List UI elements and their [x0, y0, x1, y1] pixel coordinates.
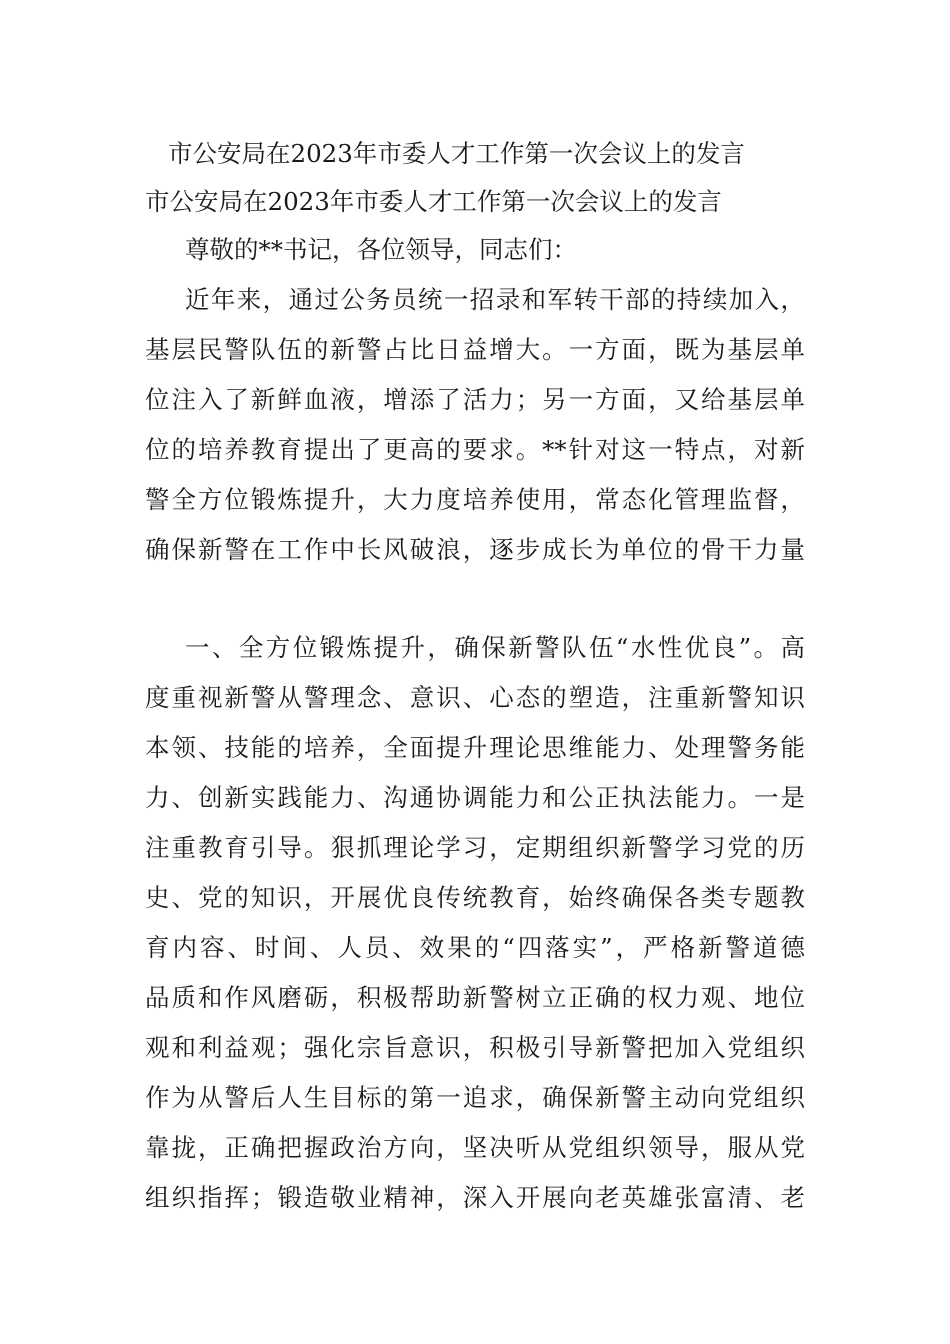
section1-line: 育内容、时间、人员、效果的“四落实”，严格新警道德: [145, 933, 805, 962]
section1-line: 组织指挥；锻造敬业精神，深入开展向老英雄张富清、老: [145, 1183, 805, 1212]
section1-line: 力、创新实践能力、沟通协调能力和公正执法能力。一是: [145, 783, 805, 812]
intro-line: 确保新警在工作中长风破浪，逐步成长为单位的骨干力量: [145, 535, 805, 564]
intro-line: 近年来，通过公务员统一招录和军转干部的持续加入，: [185, 285, 805, 314]
section1-line: 史、党的知识，开展优良传统教育，始终确保各类专题教: [145, 883, 805, 912]
intro-line: 警全方位锻炼提升，大力度培养使用，常态化管理监督，: [145, 485, 805, 514]
section1-line: 度重视新警从警理念、意识、心态的塑造，注重新警知识: [145, 683, 805, 712]
section1-line: 靠拢，正确把握政治方向，坚决听从党组织领导，服从党: [145, 1133, 805, 1162]
document-title-repeat-1: 市公安局在2023年市委人才工作第一次会议上的发言: [168, 139, 745, 168]
section1-line: 观和利益观；强化宗旨意识，积极引导新警把加入党组织: [145, 1033, 805, 1062]
intro-line: 位的培养教育提出了更高的要求。**针对这一特点，对新: [145, 435, 805, 464]
section1-line: 本领、技能的培养，全面提升理论思维能力、处理警务能: [145, 733, 805, 762]
intro-line: 位注入了新鲜血液，增添了活力；另一方面，又给基层单: [145, 385, 805, 414]
salutation: 尊敬的**书记，各位领导，同志们：: [185, 235, 577, 264]
section1-line: 品质和作风磨砺，积极帮助新警树立正确的权力观、地位: [145, 983, 805, 1012]
section1-line: 一、全方位锻炼提升，确保新警队伍“水性优良”。高: [185, 633, 805, 662]
intro-line: 基层民警队伍的新警占比日益增大。一方面，既为基层单: [145, 335, 805, 364]
document-title-repeat-2: 市公安局在2023年市委人才工作第一次会议上的发言: [145, 187, 722, 216]
section1-line: 作为从警后人生目标的第一追求，确保新警主动向党组织: [145, 1083, 805, 1112]
section1-line: 注重教育引导。狠抓理论学习，定期组织新警学习党的历: [145, 833, 805, 862]
